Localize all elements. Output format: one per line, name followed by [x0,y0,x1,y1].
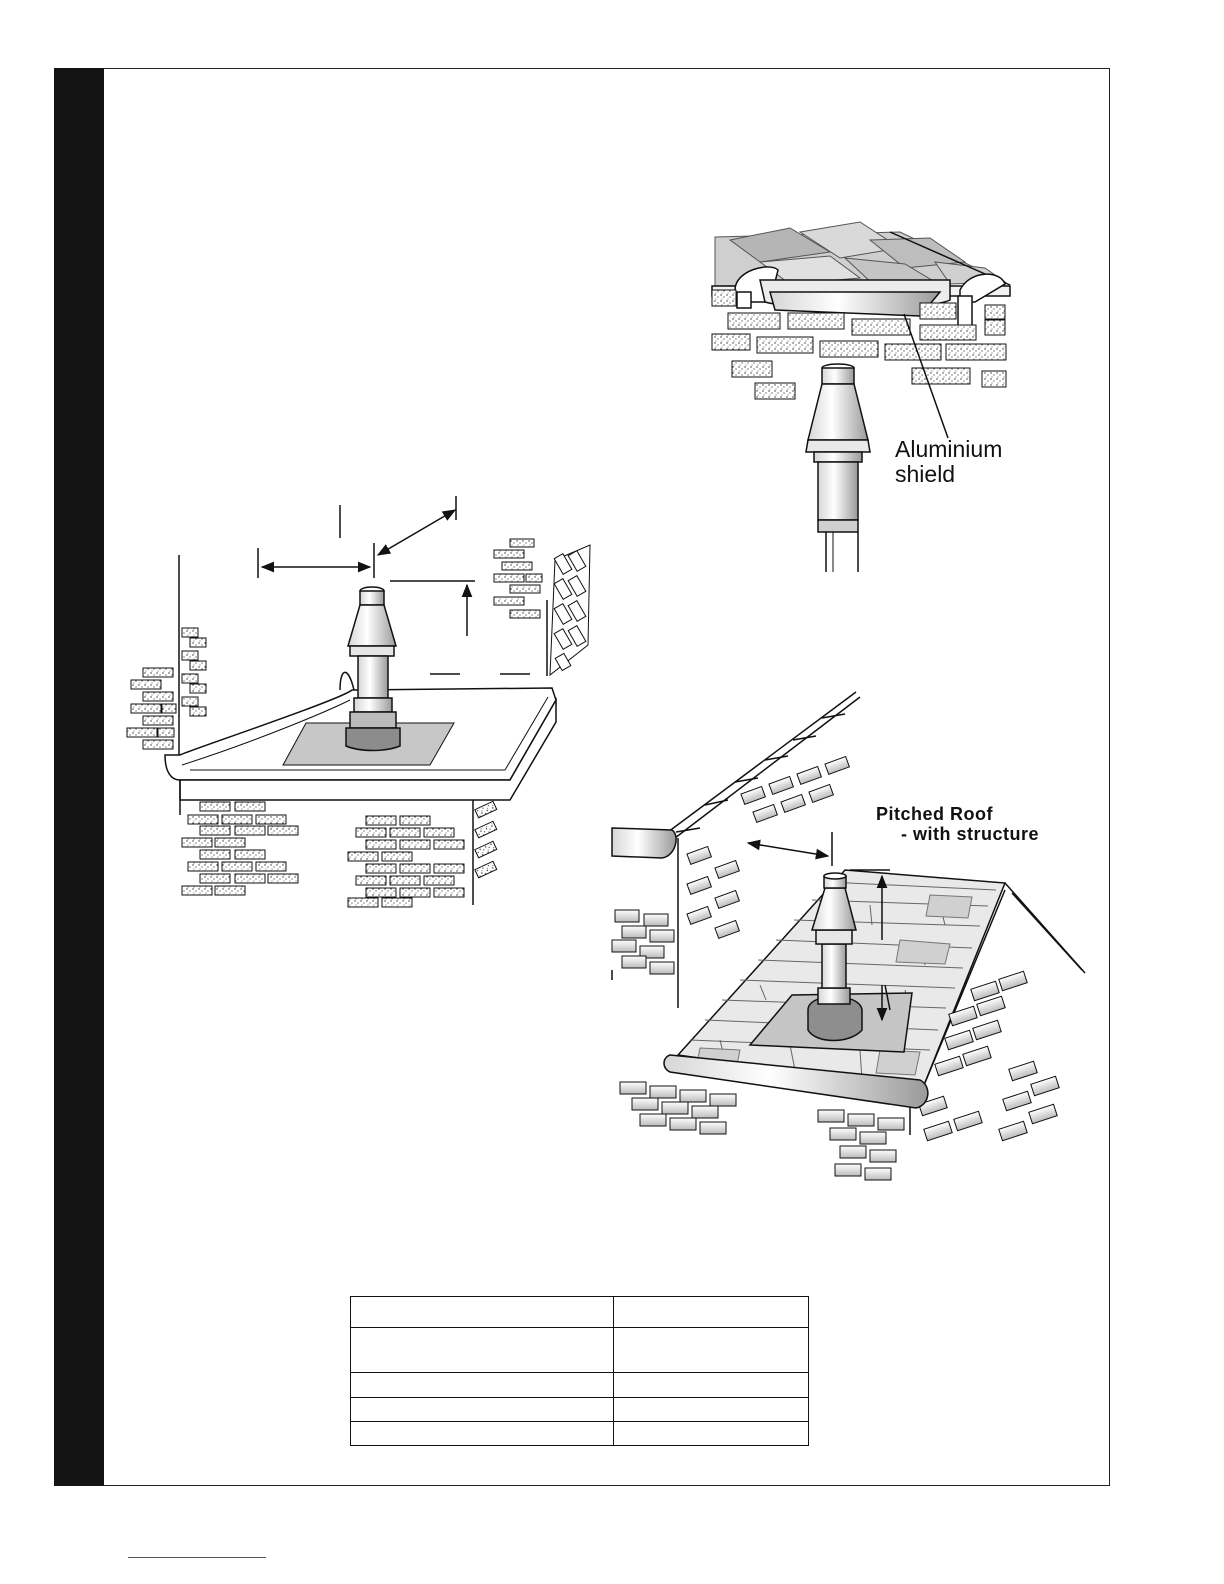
table-cell [351,1422,614,1446]
table-row [351,1398,809,1422]
flue-terminal-flat [346,587,400,751]
table-cell [614,1297,809,1328]
table-cell [351,1297,614,1328]
table-cell [351,1398,614,1422]
aluminium-shield-label: Aluminium shield [895,436,1003,487]
footer-link-underline[interactable] [128,1557,266,1558]
shield-diagram [712,222,1010,572]
table-cell [614,1422,809,1446]
flat-roof-diagram [127,496,590,907]
table-cell [614,1373,809,1398]
flue-terminal [806,364,870,572]
spec-table [350,1296,809,1446]
pitched-roof-title: Pitched Roof [876,804,993,824]
table-row [351,1328,809,1373]
pitched-roof-subtitle: - with structure [901,824,1040,844]
table-row [351,1297,809,1328]
table-cell [614,1328,809,1373]
table-cell [351,1373,614,1398]
table-row [351,1422,809,1446]
table-cell [614,1398,809,1422]
table-row [351,1373,809,1398]
pitched-roof-diagram [612,692,1085,1180]
table-cell [351,1328,614,1373]
